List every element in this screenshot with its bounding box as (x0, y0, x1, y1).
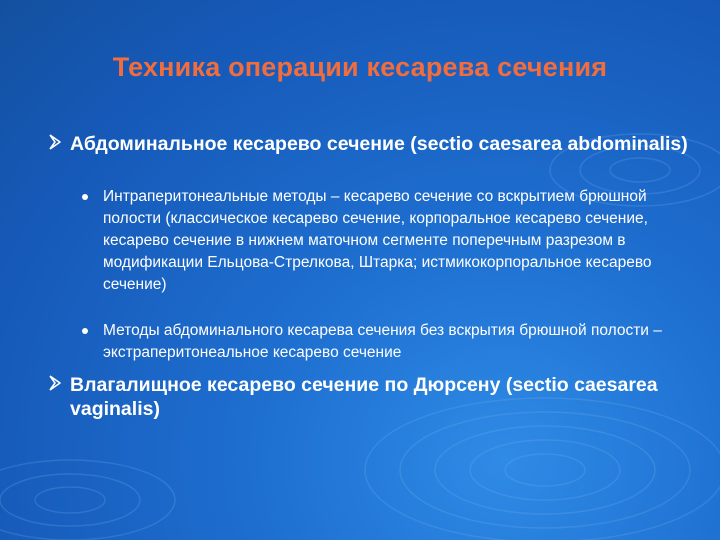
sub-bullet-text: Интраперитонеальные методы – кесарево сечение со вскрытием брюшной полости (классическое кесарево сечение, корпоральное кесарево сечение, кесарево сечение в нижнем маточном сегменте поперечным разрезом в модификации Ельцова-Стрелкова, Штарка; истмикокорпоральное кесарево сечение) (103, 188, 652, 293)
bullet-abdominal-cesarean (48, 132, 698, 156)
sub-bullet-text: Методы абдоминального кесарева сечения без вскрытия брюшной полости – экстраперитонеальное кесарево сечение (103, 322, 662, 361)
dot-bullet-icon (82, 194, 88, 200)
sub-bullet-intraperitoneal (82, 186, 692, 296)
bullet-text: Влагалищное кесарево сечение по Дюрсену (sectio caesarea vaginalis) (70, 374, 658, 420)
bullet-text: Абдоминальное кесарево сечение (sectio caesarea abdominalis) (70, 133, 688, 155)
slide-title: Техника операции кесарева сечения (112, 52, 608, 82)
arrow-bullet-icon (48, 375, 62, 391)
bullet-vaginal-cesarean (48, 373, 698, 421)
sub-bullet-extraperitoneal (82, 320, 692, 364)
arrow-bullet-icon (48, 134, 62, 150)
dot-bullet-icon (82, 328, 88, 334)
